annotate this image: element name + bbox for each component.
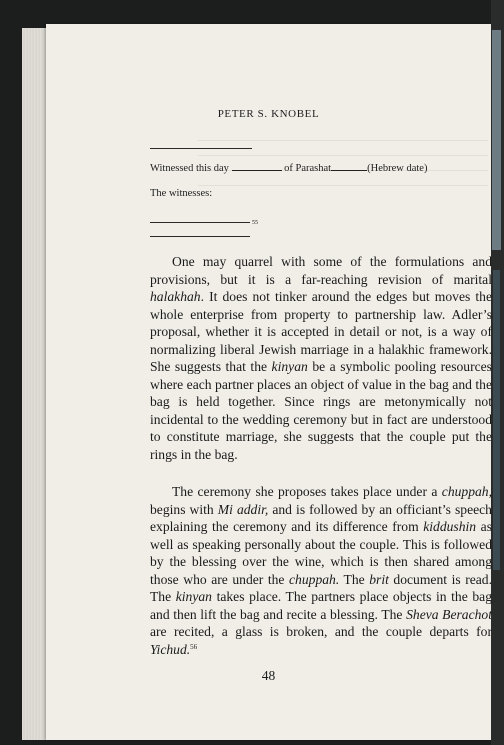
- paragraph_1-run: One may quarrel with some of the formulations and provisions, but it is a far-reaching revision of marital: [150, 254, 492, 287]
- day-blank: [232, 160, 282, 171]
- paragraph_1-run: be a symbolic pooling resources where each partner places an object of value in the bag and the bag is held together. Since rings are metonymically not incidental to the wedding ceremony but in fact are understood to constitute marriage, she suggests that the couple put the rings in the bag.: [150, 359, 492, 462]
- paragraph_2-run: Mi addir,: [217, 501, 269, 517]
- paragraph_2-run: as well as speaking personally about the couple. This is followed by the blessing over the wine, which is then shared among those who are under the: [150, 519, 492, 587]
- paragraph_1-run: halakhah: [150, 289, 201, 304]
- paragraph_2-run: begins with: [150, 501, 218, 517]
- witness-signature-line-1: [150, 222, 250, 223]
- right-edge-strip: [491, 0, 504, 745]
- witness-middle: of Parashat: [284, 163, 332, 174]
- paragraph_2-run: The ceremony she proposes takes place under a: [172, 484, 442, 499]
- color-calibration-tab-lower: [493, 270, 500, 570]
- witness-prefix: Witnessed this day: [150, 163, 229, 174]
- witness-suffix: (Hebrew date): [367, 163, 428, 174]
- body-text: [150, 253, 492, 658]
- paragraph_2-run: kiddushin: [423, 519, 477, 534]
- witnesses-label: The witnesses:: [150, 188, 213, 199]
- paragraph_2-run: Sheva Berachot: [406, 606, 493, 622]
- page-number: 48: [261, 668, 276, 683]
- paragraph_2-run: document is read. The: [150, 571, 492, 604]
- paragraph-1: [150, 253, 492, 463]
- parashat-blank: [331, 160, 367, 171]
- paragraph_2-run: takes place. The partners place objects in the bag and then lift the bag and recite a blessing. The: [150, 589, 492, 622]
- running-head: PETER S. KNOBEL: [217, 108, 320, 120]
- paragraph_1-run: kinyan: [271, 359, 308, 374]
- paragraph_2-run: Yichud.: [150, 641, 191, 657]
- color-calibration-tab: [492, 30, 501, 250]
- witness-date-line: [150, 160, 427, 174]
- paragraph_2-run: 56: [190, 642, 198, 651]
- paragraph-2: [150, 483, 492, 658]
- paragraph_2-run: chuppah.: [289, 571, 340, 587]
- witness-signature-line-2: [150, 236, 250, 237]
- signature-line: [150, 148, 252, 149]
- paragraph_2-run: brit: [369, 571, 389, 587]
- paragraph_2-run: chuppah,: [441, 484, 492, 499]
- paragraph_2-run: are recited, a glass is broken, and the couple departs for: [150, 624, 492, 639]
- paragraph_2-run: kinyan: [175, 589, 212, 604]
- paragraph_1-run: . It does not tinker around the edges but moves the whole enterprise from property to partnership law. Adler’s proposal, whether it is accepted in detail or not, is a way of normalizing liberal Jewish marriage in a halakhic framework. She suggests that the: [150, 289, 492, 374]
- paragraph_2-run: and is followed by an officiant’s speech explaining the ceremony and its difference from: [150, 501, 492, 534]
- page-sheet: [46, 24, 491, 740]
- footnote-marker: 55: [252, 220, 258, 226]
- paragraph_2-run: The: [339, 571, 370, 587]
